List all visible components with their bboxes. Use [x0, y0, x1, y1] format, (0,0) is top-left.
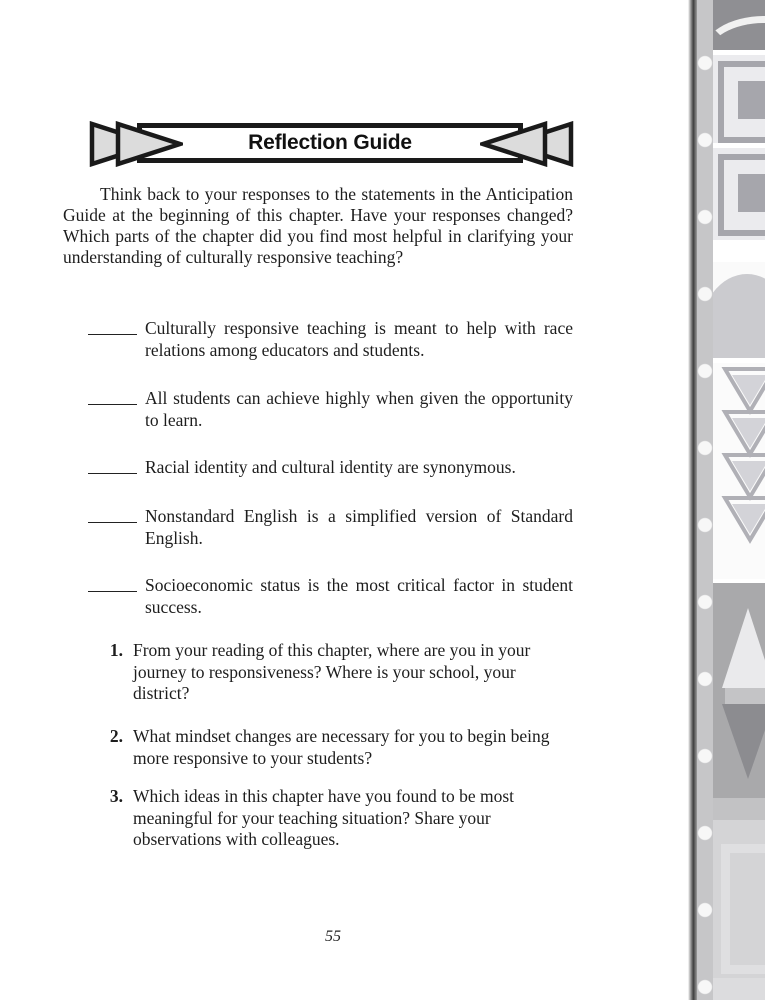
statement-row: [63, 318, 573, 361]
punch-hole-strip: [697, 0, 713, 1000]
response-blank: [88, 333, 137, 335]
question-item: [63, 640, 573, 705]
deco-tiles: [713, 0, 765, 1000]
statement-row: [63, 388, 573, 431]
statement-text: Socioeconomic status is the most critical factor in student success.: [145, 575, 573, 617]
up-down-triangles-icon: [713, 583, 765, 820]
banner-title: Reflection Guide: [248, 131, 412, 154]
banner-title-box: [137, 123, 523, 163]
response-blank: [88, 403, 137, 405]
statement-text: All students can achieve highly when given the opportunity to learn.: [145, 388, 573, 430]
deco-tile-dark-panel: [713, 583, 765, 820]
question-number: 3.: [109, 786, 123, 806]
triangle-column-icon: [713, 363, 765, 579]
double-triangle-right-icon: [88, 121, 183, 167]
question-item: [63, 786, 573, 851]
deco-tile-triangles: [713, 363, 765, 579]
response-blank: [88, 472, 137, 474]
question-text: From your reading of this chapter, where are you in your journey to responsiveness? Where is your school, your district?: [133, 640, 531, 703]
question-number: 1.: [109, 640, 123, 660]
decorative-sidebar: [688, 0, 765, 1000]
square-fill-icon: [738, 174, 765, 212]
page-number: 55: [325, 928, 341, 945]
deco-tile-rainbow-arch: [713, 262, 765, 358]
square-fill-icon: [738, 81, 765, 119]
statement-text: Racial identity and cultural identity are synonymous.: [145, 457, 516, 477]
page-content: [63, 0, 573, 1000]
deco-tile-squares: [713, 55, 765, 143]
ghost-square-outline-icon: [721, 844, 765, 974]
question-text: Which ideas in this chapter have you found to be most meaningful for your teaching situation? Share your observations with colleagues.: [133, 786, 515, 849]
question-text: What mindset changes are necessary for you to begin being more responsive to your students?: [133, 726, 550, 768]
response-blank: [88, 521, 137, 523]
statement-row: [63, 575, 573, 618]
ghost-band-icon: [713, 978, 765, 1000]
deco-tile-arch-dark: [713, 0, 765, 50]
statement-text: Nonstandard English is a simplified version of Standard English.: [145, 506, 573, 548]
question-number: 2.: [109, 726, 123, 746]
arch-disc-icon: [713, 274, 765, 358]
question-item: [63, 726, 573, 769]
page-edge-shadow: [688, 0, 697, 1000]
deco-tile-squares: [713, 148, 765, 240]
deco-tile-ghost: [713, 820, 765, 1000]
statement-row: [63, 506, 573, 549]
statement-row: [63, 457, 573, 479]
statement-text: Culturally responsive teaching is meant to help with race relations among educators and students.: [145, 318, 573, 360]
arch-curve-icon: [713, 16, 765, 50]
light-strip-icon: [713, 798, 765, 820]
double-triangle-left-icon: [480, 121, 575, 167]
reflection-guide-banner: [88, 121, 575, 167]
response-blank: [88, 590, 137, 592]
intro-paragraph: Think back to your responses to the statements in the Anticipation Guide at the beginning of this chapter. Have your responses changed? Which parts of the chapter did you find most helpful in clarifying your understanding of culturally responsive teaching?: [63, 184, 573, 267]
